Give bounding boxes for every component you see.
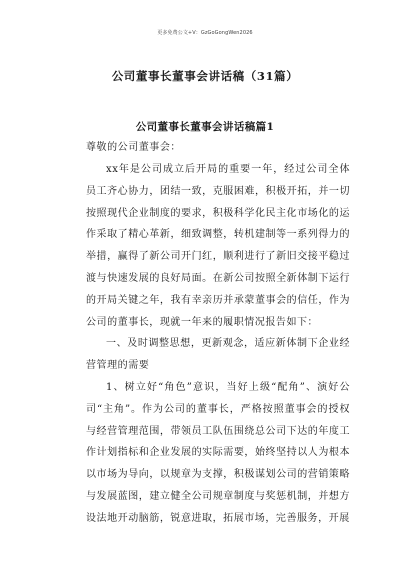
section-title: 公司董事长董事会讲话稿篇1 [135,121,275,133]
header-note: 更多免费公文+V：GzGoGongWen2026 [157,30,253,36]
paragraph-item-1: 1、树立好“角色”意识，当好上级“配角”、演好公司“主角”。作为公司的董事长，严格按照董事会的授权与经营管理范围，带领员工队伍围绕总公司下达的年度工作计划指标和企业发展的实际需要，始终坚持以人为根本以市场为导向，以规章为支撑，积极谋划公司的营销策略与发展蓝图，建立健全公司规章制度与奖惩机制，并想方设法地开动脑筋，锐意进取，拓展市场，完善服务，开展 [86,381,350,524]
salutation: 尊敬的公司董事会： [86,142,181,153]
paragraph-intro: xx年是公司成立后开局的重要一年，经过公司全体员工齐心协力，团结一致，克服困难，积极开拓，并一切按照现代企业制度的要求，积极科学化民主化市场化的运作采取了精心革新，细致调整，转机建制等一系列得力的举措，赢得了新公司开门红，顺利进行了新旧交接平稳过渡与快速发展的良好局面。在新公司按照全新体制下运行的开局关键之年，我有幸亲历并承蒙董事会的信任，作为公司的董事长，现就一年来的履职情况报告如下： [86,164,350,328]
paragraph-heading-1: 一、及时调整思想，更新观念，适应新体制下企业经营管理的需要 [86,338,350,372]
body-paragraphs [86,159,350,530]
document-title: 公司董事长董事会讲话稿（31篇） [111,69,299,83]
